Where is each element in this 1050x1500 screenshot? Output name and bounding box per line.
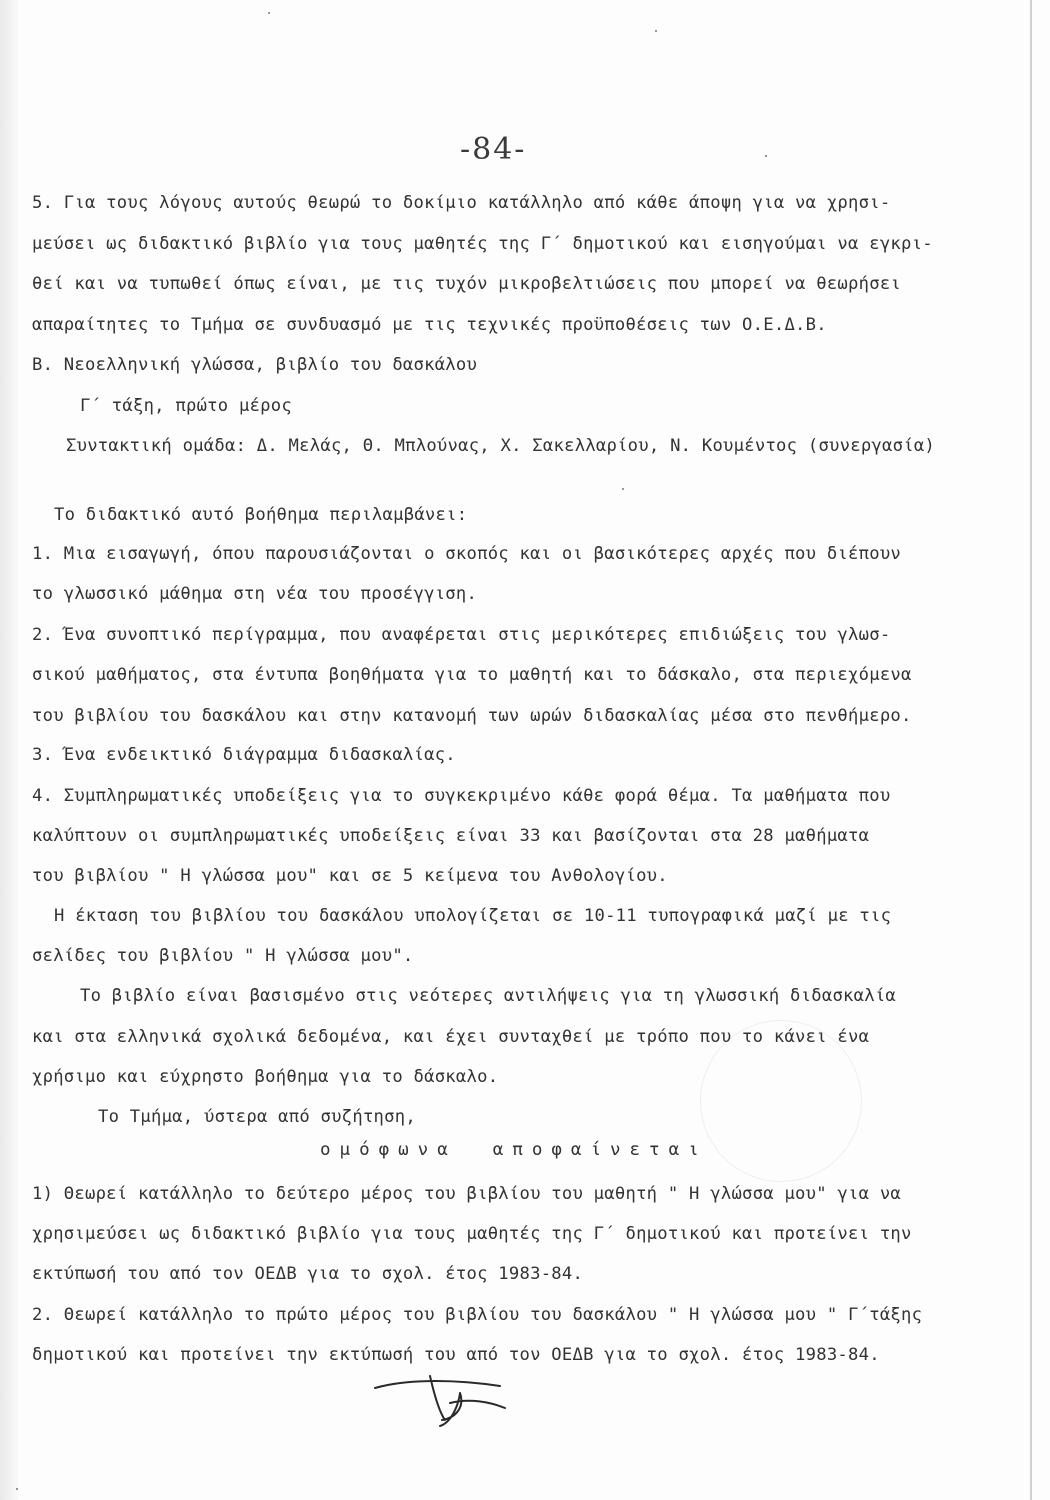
text-line: χρήσιμο και εύχρηστο βοήθημα για το δάσκαλο. — [32, 1067, 499, 1087]
decision-item: 2. Θεωρεί κατάλληλο το πρώτο μέρος του βιβλίου του δασκάλου " Η γλώσσα μου " Γ΄τάξης — [32, 1305, 923, 1325]
signature — [370, 1368, 510, 1428]
page-left-edge — [0, 0, 18, 1500]
section-heading: Β. Νεοελληνική γλώσσα, βιβλίο του δασκάλου — [32, 355, 478, 375]
text-line: χρησιμεύσει ως διδακτικό βιβλίο για τους μαθητές της Γ΄ δημοτικού και προτείνει την — [32, 1224, 912, 1244]
scan-speck — [765, 155, 767, 157]
text-line: και στα ελληνικά σχολικά δεδομένα, και έχει συνταχθεί με τρόπο που το κάνει ένα — [32, 1027, 870, 1047]
scan-speck — [268, 12, 270, 14]
text-line: Γ΄ τάξη, πρώτο μέρος — [80, 396, 292, 416]
scan-speck — [655, 30, 657, 32]
decision-heading-left: ομόφωνα — [320, 1140, 457, 1160]
authors-line: Συντακτική ομάδα: Δ. Μελάς, Θ. Μπλούνας, Χ. Σακελλαρίου, Ν. Κουμέντος (συνεργασία) — [66, 436, 936, 456]
text-line: εκτύπωσή του από τον ΟΕΔΒ για το σχολ. έτος 1983-84. — [32, 1264, 584, 1284]
text-line: 5. Για τους λόγους αυτούς θεωρώ το δοκίμιο κατάλληλο από κάθε άποψη για να χρησι- — [32, 193, 891, 213]
text-line: σικού μαθήματος, στα έντυπα βοηθήματα για το μαθητή και το δάσκαλο, στα περιεχόμενα — [32, 665, 912, 685]
text-line: σελίδες του βιβλίου " Η γλώσσα μου". — [32, 946, 414, 966]
scan-speck — [16, 1488, 18, 1490]
text-line: απαραίτητες το Τμήμα σε συνδυασμό με τις τεχνικές προϋποθέσεις των Ο.Ε.Δ.Β. — [32, 315, 827, 335]
list-item: 2. Ένα συνοπτικό περίγραμμα, που αναφέρεται στις μερικότερες επιδιώξεις του γλωσ- — [32, 625, 891, 645]
decision-heading — [320, 1140, 708, 1160]
text-line: Το Τμήμα, ύστερα από συζήτηση, — [98, 1107, 416, 1127]
text-line: του βιβλίου του δασκάλου και στην κατανομή των ωρών διδασκαλίας μέσα στο πενθήμερο. — [32, 706, 912, 726]
page-right-edge — [1030, 0, 1032, 1500]
text-line: το γλωσσικό μάθημα στη νέα του προσέγγιση. — [32, 584, 478, 604]
text-line: Η έκταση του βιβλίου του δασκάλου υπολογίζεται σε 10-11 τυπογραφικά μαζί με τις — [54, 906, 892, 926]
text-line: θεί και να τυπωθεί όπως είναι, με τις τυχόν μικροβελτιώσεις που μπορεί να θεωρήσει — [32, 274, 902, 294]
text-line: Το βιβλίο είναι βασισμένο στις νεότερες αντιλήψεις για τη γλωσσική διδασκαλία — [80, 986, 897, 1006]
text-line: Το διδακτικό αυτό βοήθημα περιλαμβάνει: — [54, 505, 468, 525]
decision-heading-right: αποφαίνεται — [492, 1140, 708, 1160]
decision-item: 1) Θεωρεί κατάλληλο το δεύτερο μέρος του βιβλίου του μαθητή " Η γλώσσα μου" για να — [32, 1184, 902, 1204]
list-item: 1. Μια εισαγωγή, όπου παρουσιάζονται ο σκοπός και οι βασικότερες αρχές που διέπουν — [32, 544, 902, 564]
text-line: δημοτικού και προτείνει την εκτύπωσή του από τον ΟΕΔΒ για το σχολ. έτος 1983-84. — [32, 1345, 880, 1365]
list-item: 4. Συμπληρωματικές υποδείξεις για το συγκεκριμένο κάθε φορά θέμα. Τα μαθήματα που — [32, 786, 891, 806]
page-number: -84- — [460, 132, 527, 167]
text-line: του βιβλίου " Η γλώσσα μου" και σε 5 κείμενα του Ανθολογίου. — [32, 866, 668, 886]
text-line: μεύσει ως διδακτικό βιβλίο για τους μαθητές της Γ΄ δημοτικού και εισηγούμαι να εγκρι- — [32, 234, 933, 254]
list-item: 3. Ένα ενδεικτικό διάγραμμα διδασκαλίας. — [32, 745, 456, 765]
text-line: καλύπτουν οι συμπληρωματικές υποδείξεις είναι 33 και βασίζονται στα 28 μαθήματα — [32, 826, 870, 846]
scan-speck — [622, 488, 624, 490]
